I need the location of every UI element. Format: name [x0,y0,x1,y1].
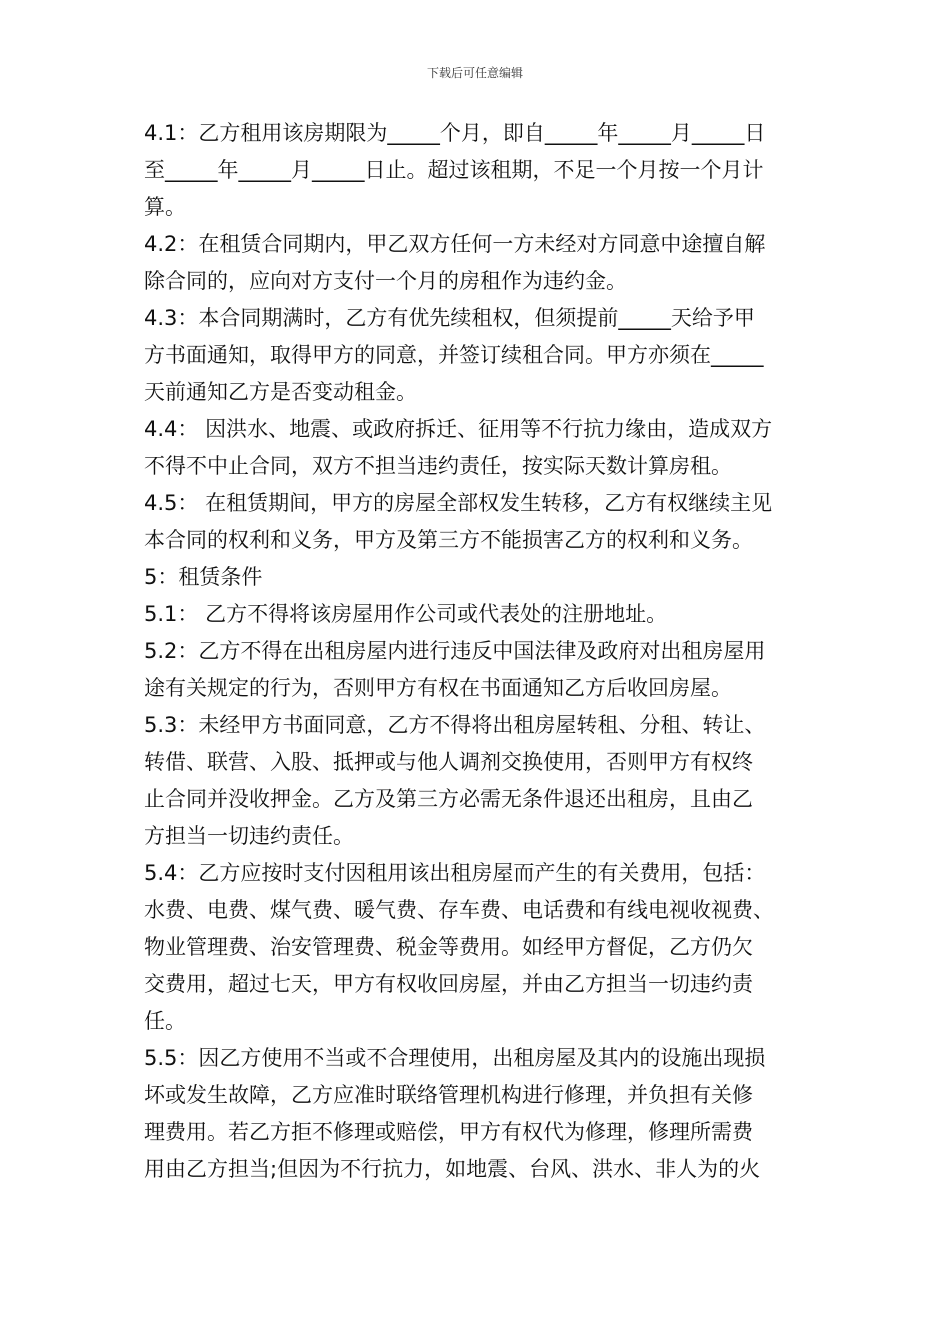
text-line: 方担当一切违约责任。 [144,824,354,848]
text-line: 至_____年_____月_____日止。超过该租期，不足一个月按一个月计 [144,158,764,182]
text-line: 4.2：在租赁合同期内，甲乙双方任何一方未经对方同意中途擅自解 [144,232,766,256]
contract-body [144,115,810,1188]
text-line: 理费用。若乙方拒不修理或赔偿，甲方有权代为修理，修理所需费 [144,1120,753,1144]
text-line: 4.1：乙方租用该房期限为_____个月，即自_____年_____月_____日 [144,121,766,145]
text-line: 除合同的，应向对方支付一个月的房租作为违约金。 [144,269,627,293]
text-line: 5：租赁条件 [144,565,263,589]
page-header: 下载后可任意编辑 [426,66,523,80]
text-line: 5.1： 乙方不得将该房屋用作公司或代表处的注册地址。 [144,602,668,626]
text-line: 4.5： 在租赁期间，甲方的房屋全部权发生转移，乙方有权继续主见 [144,491,773,515]
text-line: 算。 [144,195,186,219]
text-line: 4.3：本合同期满时，乙方有优先续租权，但须提前_____天给予甲 [144,306,755,330]
text-line: 5.3：未经甲方书面同意，乙方不得将出租房屋转租、分租、转让、 [144,713,766,737]
text-line: 天前通知乙方是否变动租金。 [144,380,417,404]
text-line: 4.4： 因洪水、地震、或政府拆迁、征用等不行抗力缘由，造成双方 [144,417,773,441]
text-line: 坏或发生故障，乙方应准时联络管理机构进行修理，并负担有关修 [144,1083,753,1107]
text-line: 止合同并没收押金。乙方及第三方必需无条件退还出租房，且由乙 [144,787,753,811]
text-line: 物业管理费、治安管理费、税金等费用。如经甲方督促，乙方仍欠 [144,935,753,959]
text-line: 交费用，超过七天，甲方有权收回房屋，并由乙方担当一切违约责 [144,972,753,996]
text-line: 方书面通知，取得甲方的同意，并签订续租合同。甲方亦须在_____ [144,343,764,367]
text-line: 任。 [144,1009,186,1033]
text-line: 途有关规定的行为，否则甲方有权在书面通知乙方后收回房屋。 [144,676,732,700]
text-line: 5.5：因乙方使用不当或不合理使用，出租房屋及其内的设施出现损 [144,1046,766,1070]
text-line: 转借、联营、入股、抵押或与他人调剂交换使用，否则甲方有权终 [144,750,753,774]
text-line: 用由乙方担当;但因为不行抗力，如地震、台风、洪水、非人为的火 [144,1157,761,1181]
text-line: 5.2：乙方不得在出租房屋内进行违反中国法律及政府对出租房屋用 [144,639,766,663]
text-line: 水费、电费、煤气费、暖气费、存车费、电话费和有线电视收视费、 [144,898,774,922]
text-line: 不得不中止合同，双方不担当违约责任，按实际天数计算房租。 [144,454,732,478]
text-line: 本合同的权利和义务，甲方及第三方不能损害乙方的权利和义务。 [144,528,753,552]
text-line: 5.4：乙方应按时支付因租用该出租房屋而产生的有关费用，包括： [144,861,766,885]
